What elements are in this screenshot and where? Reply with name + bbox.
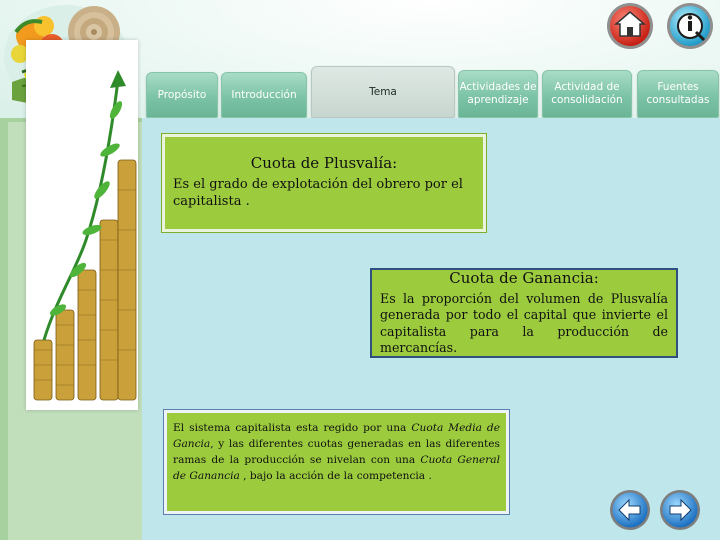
tab-actividades-aprendizaje[interactable] — [458, 70, 538, 118]
prev-button[interactable] — [609, 489, 651, 531]
next-button[interactable] — [659, 489, 701, 531]
home-button[interactable] — [606, 2, 654, 50]
arrow-left-icon — [609, 489, 651, 531]
tab-label: Propósito — [157, 88, 207, 101]
tab-label: Fuentes consultadas — [646, 81, 710, 106]
home-icon — [606, 2, 654, 50]
ganancia-box — [370, 268, 678, 358]
plusvalia-body: Es el grado de explotación del obrero por el capitalista . — [173, 177, 463, 209]
sistema-text-3: , bajo la acción de la competencia . — [239, 469, 432, 482]
tab-actividad-consolidacion[interactable] — [542, 70, 632, 118]
plusvalia-title: Cuota de Plusvalía: — [250, 154, 398, 172]
tab-label: Tema — [369, 85, 397, 98]
arrow-right-icon — [659, 489, 701, 531]
sistema-capitalista-box — [164, 410, 509, 514]
sistema-text-1: El sistema capitalista esta regido por una — [173, 422, 412, 434]
tab-proposito[interactable] — [146, 72, 218, 118]
tab-fuentes-consultadas[interactable] — [637, 70, 719, 118]
info-button[interactable] — [666, 2, 714, 50]
tab-tema[interactable] — [311, 66, 455, 118]
plusvalia-box — [162, 134, 486, 232]
tab-introduccion[interactable] — [221, 72, 307, 118]
sistema-emphasis-1: Cuota Media de Gancia — [173, 422, 500, 450]
tab-label: Introducción — [231, 88, 297, 101]
tab-label: Actividad de consolidación — [551, 81, 623, 106]
ganancia-body: Es la proporción del volumen de Plusvalía generada por todo el capital que invierte el capitalista para la producción de mercancías. — [380, 291, 668, 356]
sistema-body — [173, 421, 500, 485]
coins-growth-image — [26, 40, 138, 410]
sistema-text-2: , y las diferentes cuotas generadas en las diferentes ramas de la producción se nivelan con una — [173, 437, 500, 466]
tab-label: Actividades de aprendizaje — [459, 81, 537, 106]
ganancia-title: Cuota de Ganancia: — [449, 269, 599, 287]
sistema-emphasis-2: Cuota General de Ganancia — [173, 453, 500, 482]
info-icon — [666, 2, 714, 50]
